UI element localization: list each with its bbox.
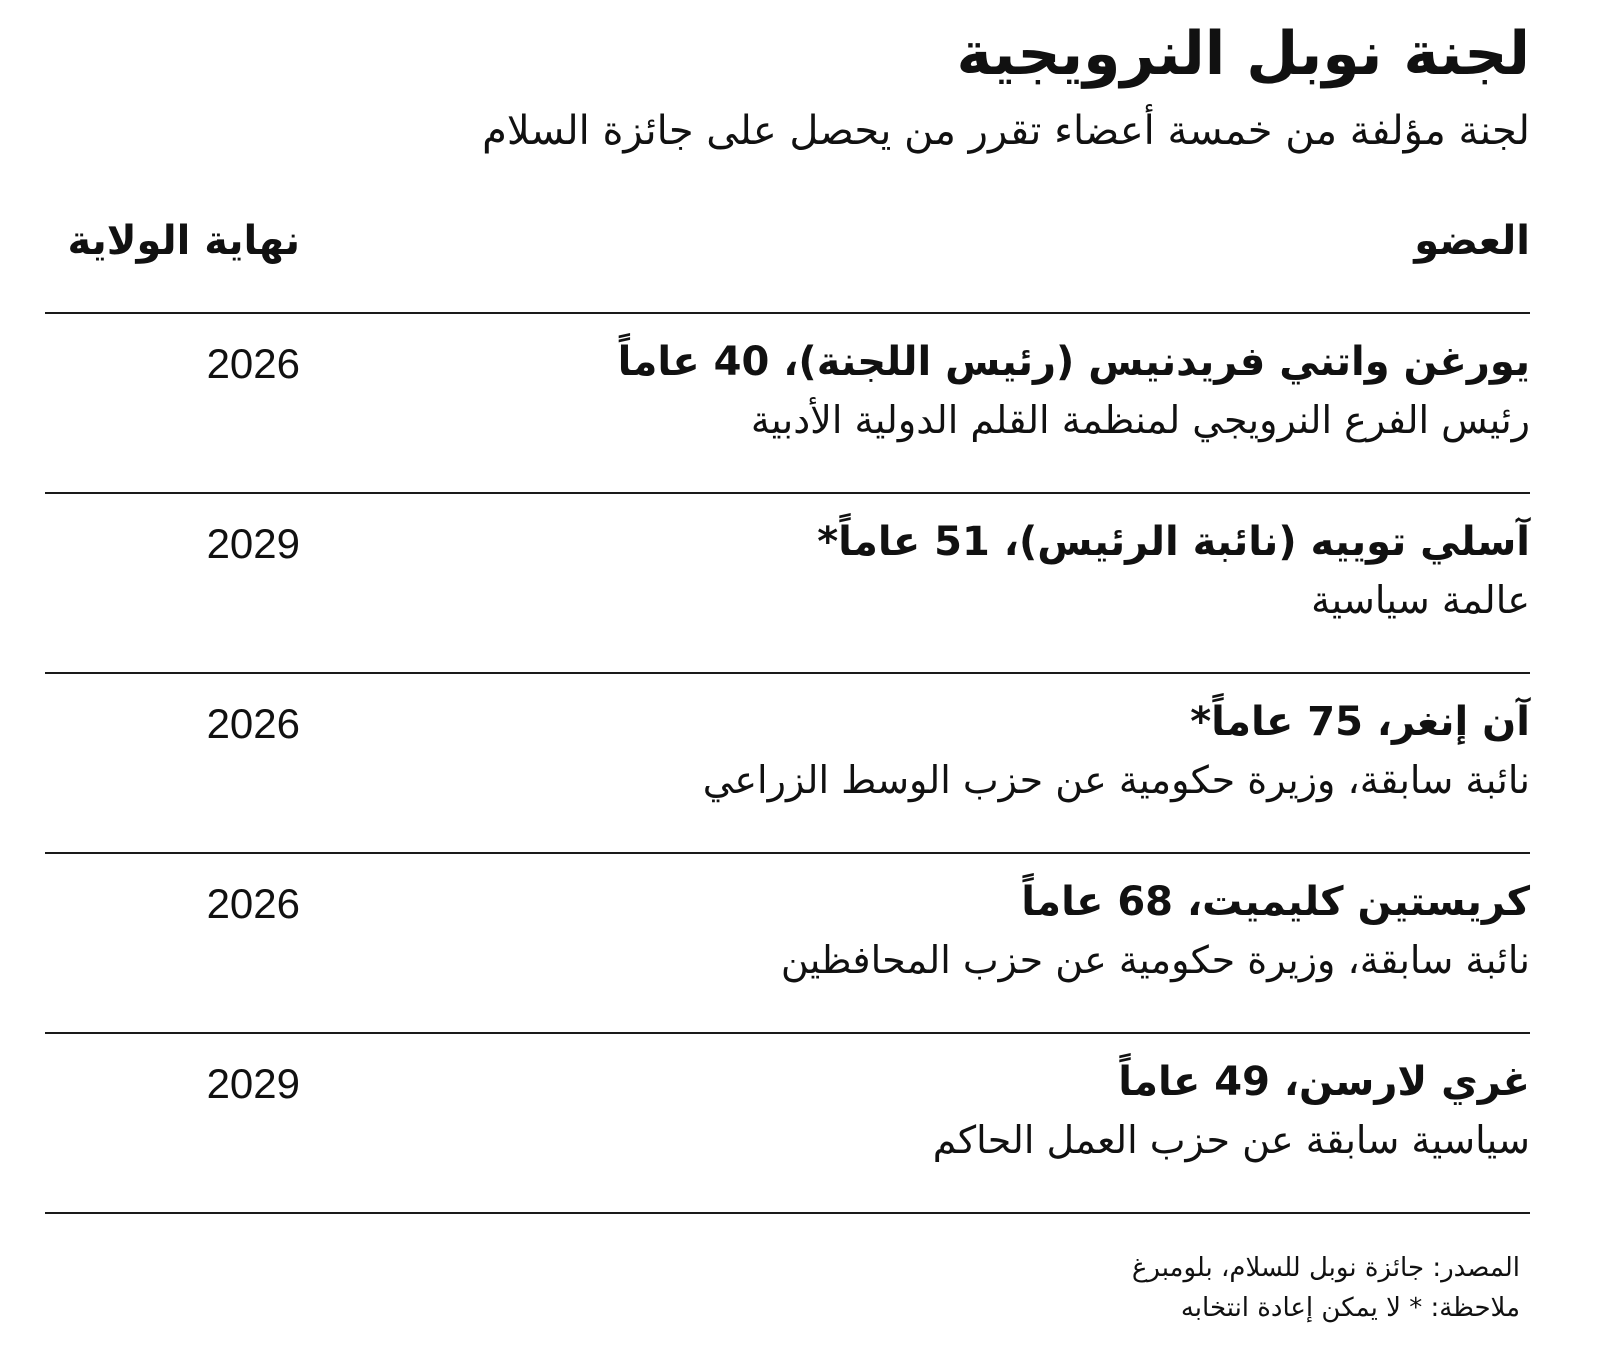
member-name: غري لارسن، 49 عاماً — [1118, 1059, 1530, 1105]
member-role: نائبة سابقة، وزيرة حكومية عن حزب الوسط الزراعي — [702, 758, 1530, 802]
infographic — [45, 0, 1530, 1366]
table-row — [45, 672, 1530, 852]
page-subtitle: لجنة مؤلفة من خمسة أعضاء تقرر من يحصل على جائزة السلام — [482, 108, 1530, 154]
page-title: لجنة نوبل النرويجية — [956, 19, 1530, 89]
source-note: المصدر: جائزة نوبل للسلام، بلومبرغ — [1131, 1253, 1520, 1283]
member-role: عالمة سياسية — [1311, 578, 1530, 622]
table-header — [45, 218, 1530, 278]
member-role: سياسية سابقة عن حزب العمل الحاكم — [932, 1118, 1530, 1162]
member-name: آسلي توييه (نائبة الرئيس)، 51 عاماً* — [817, 519, 1530, 565]
table-row — [45, 312, 1530, 492]
member-term-end: 2029 — [206, 1060, 300, 1107]
member-role: رئيس الفرع النرويجي لمنظمة القلم الدولية الأدبية — [750, 398, 1530, 442]
member-name: كريستين كليميت، 68 عاماً — [1021, 879, 1530, 925]
member-name: آن إنغر، 75 عاماً* — [1190, 699, 1530, 745]
member-term-end: 2029 — [206, 520, 300, 567]
table-row — [45, 1032, 1530, 1214]
member-name: يورغن واتني فريدنيس (رئيس اللجنة)، 40 عاماً — [617, 339, 1530, 385]
members-table — [45, 312, 1530, 1214]
column-header-member: العضو — [1414, 218, 1530, 264]
member-term-end: 2026 — [206, 880, 300, 927]
member-role: نائبة سابقة، وزيرة حكومية عن حزب المحافظين — [780, 938, 1530, 982]
column-header-term-end: نهاية الولاية — [67, 218, 300, 264]
member-term-end: 2026 — [206, 700, 300, 747]
reelection-note: ملاحظة: * لا يمكن إعادة انتخابه — [1180, 1293, 1520, 1324]
member-term-end: 2026 — [206, 340, 300, 387]
footnotes — [1132, 1248, 1520, 1329]
table-row — [45, 492, 1530, 672]
table-row — [45, 852, 1530, 1032]
